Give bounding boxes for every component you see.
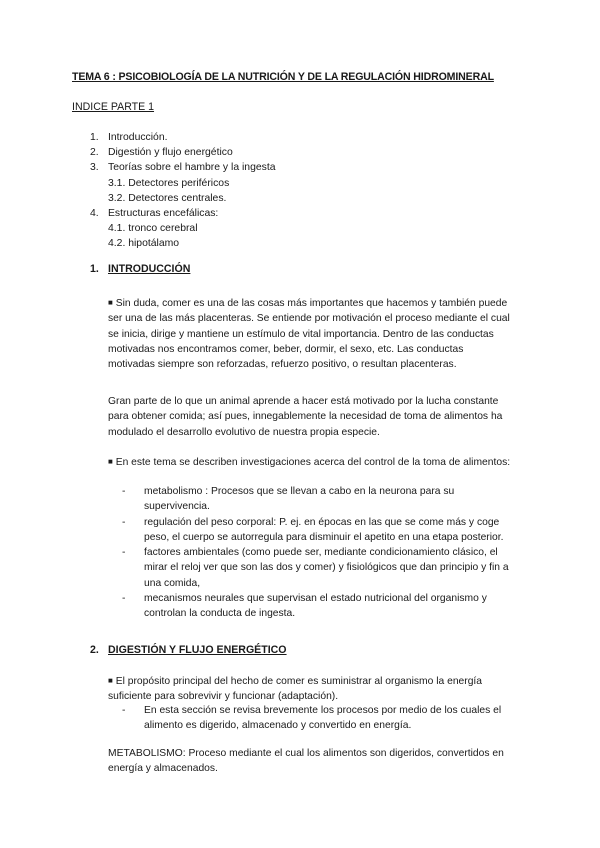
index-subitem: 4.1. tronco cerebral: [108, 223, 198, 235]
dash-bullet-icon: -: [122, 486, 126, 497]
dash-bullet-icon: -: [122, 705, 126, 716]
index-item: [90, 145, 276, 160]
dash-bullet-icon: -: [122, 516, 126, 528]
digestion-dash-list: [122, 703, 517, 734]
index-subitem: 3.1. Detectores periféricos: [108, 177, 230, 189]
section-title: DIGESTIÓN Y FLUJO ENERGÉTICO: [108, 644, 287, 656]
index-item-label: Teorías sobre el hambre y la ingesta: [108, 162, 276, 174]
index-subitem: 3.2. Detectores centrales.: [108, 192, 227, 204]
intro-dash-list: [122, 484, 517, 622]
section-heading-digestion: [90, 644, 287, 656]
list-item-text: metabolismo : Procesos que se llevan a cabo en la neurona para su supervivencia.: [144, 486, 455, 513]
section-heading-introduccion: [90, 263, 190, 275]
index-item: [90, 130, 276, 145]
index-item: [90, 206, 276, 221]
square-bullet-icon: ■: [108, 676, 113, 685]
section-number: 1.: [90, 263, 99, 275]
list-item-text: factores ambientales (como puede ser, mediante condicionamiento clásico, el mirar el reloj ver que son las dos y comer) y fisiológicos que dan principio y fin a una comida,: [144, 547, 509, 589]
list-item: [122, 591, 517, 622]
digestion-paragraph-1: [108, 673, 513, 705]
metabolismo-definition: METABOLISMO: Proceso mediante el cual los alimentos son digeridos, convertidos en energía y almacenados.: [108, 748, 504, 775]
index-item-number: 4.: [90, 208, 99, 220]
index-item-label: Digestión y flujo energético: [108, 147, 233, 159]
paragraph-text: Sin duda, comer es una de las cosas más importantes que hacemos y también puede ser una de las más placenteras. Se entiende por motivación el proceso mediante el cual se inicia, dirige y mantiene un estímulo de vital importancia. Dentro de las conductas motivadas nos encontramos comer, beber, dormir, el sexo, etc. Las conductas motivadas siempre son reforzadas, refuerzo positivo, o resultan placenteras.: [108, 298, 510, 371]
index-item-number: 1.: [90, 132, 99, 143]
intro-paragraph-2: Gran parte de lo que un animal aprende a hacer está motivado por la lucha constante para obtener comida; así pues, innegablemente la necesidad de toma de alimentos ha modulado el desarrollo evolutivo de nuestra propia especie.: [108, 396, 503, 438]
document-title: TEMA 6 : PSICOBIOLOGÍA DE LA NUTRICIÓN Y DE LA REGULACIÓN HIDROMINERAL: [72, 71, 494, 83]
index-item: [90, 160, 276, 175]
square-bullet-icon: ■: [108, 457, 113, 466]
paragraph-text: En este tema se describen investigaciones acerca del control de la toma de alimentos:: [115, 457, 511, 468]
list-item: [122, 703, 517, 734]
square-bullet-icon: ■: [108, 298, 113, 307]
index-subitem: 4.2. hipotálamo: [108, 238, 180, 250]
list-item-text: regulación del peso corporal: P. ej. en épocas en las que se come más y coge peso, el cuerpo se autorregula para disminuir el apetito en una etapa posterior.: [144, 516, 504, 543]
index-item-number: 3.: [90, 162, 99, 174]
list-item: [122, 484, 517, 515]
dash-bullet-icon: -: [122, 547, 126, 559]
section-title: INTRODUCCIÓN: [108, 263, 191, 275]
index-item-number: 2.: [90, 147, 99, 159]
section-number: 2.: [90, 644, 99, 656]
list-item-text: mecanismos neurales que supervisan el estado nutricional del organismo y controlan la conducta de ingesta.: [144, 593, 487, 620]
list-item-text: En esta sección se revisa brevemente los procesos por medio de los cuales el alimento es digerido, almacenado y convertido en energía.: [144, 705, 502, 732]
list-item: [122, 545, 517, 591]
dash-bullet-icon: -: [122, 593, 126, 605]
intro-paragraph-1: [108, 295, 513, 372]
intro-paragraph-3: [108, 454, 513, 470]
index-item-label: Introducción.: [108, 132, 168, 143]
index-title: INDICE PARTE 1: [72, 101, 155, 113]
list-item: [122, 515, 517, 546]
index-list: [90, 130, 276, 252]
paragraph-text: El propósito principal del hecho de comer es suministrar al organismo la energía suficiente para sobrevivir y funcionar (adaptación).: [108, 676, 483, 703]
index-item-label: Estructuras encefálicas:: [108, 208, 219, 220]
